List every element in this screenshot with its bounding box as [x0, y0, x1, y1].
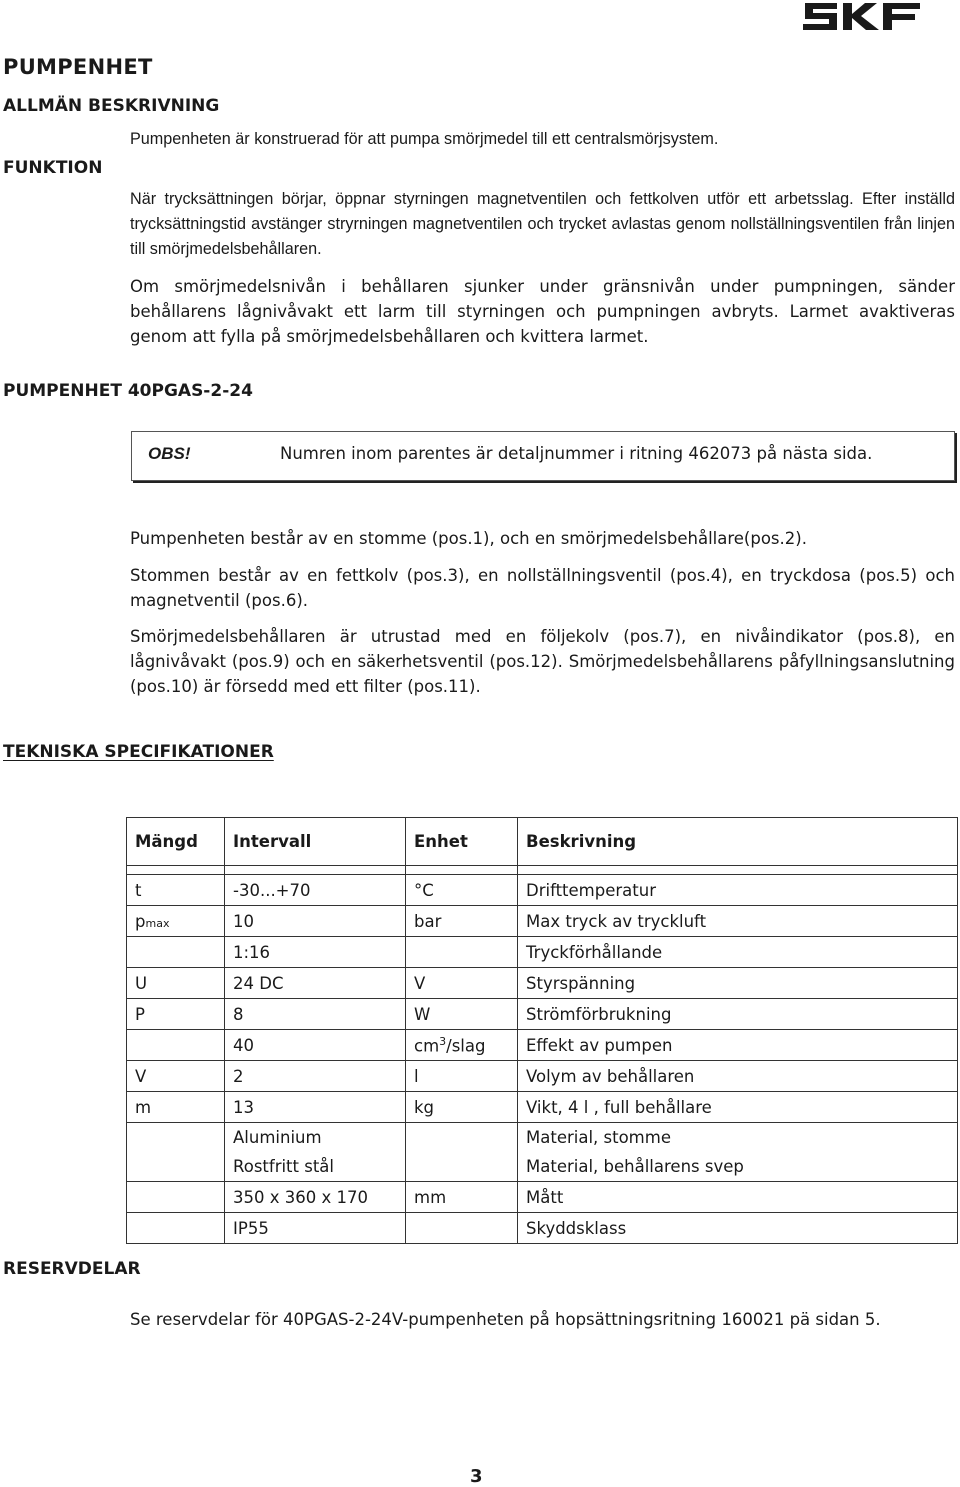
material-container: Rostfritt stål: [233, 1157, 335, 1176]
cell-interval: 40: [225, 1030, 406, 1061]
cell-description: Skyddsklass: [518, 1213, 958, 1244]
cell-unit: kg: [406, 1092, 518, 1123]
cell-interval: 13: [225, 1092, 406, 1123]
header-interval: Intervall: [225, 818, 406, 866]
cell-quantity: P: [127, 999, 225, 1030]
cell-description: Max tryck av tryckluft: [518, 906, 958, 937]
cell-description: Volym av behållaren: [518, 1061, 958, 1092]
function-paragraph-2: Om smörjmedelsnivån i behållaren sjunker under gränsnivån under pumpningen, sänder behållarens lågnivåvakt ett larm till styrningen och pumpningen avbryts. Larmet avaktiveras genom att fylla på smörjmedelsbehållaren och kvittera larmet.: [130, 277, 955, 346]
cell-quantity: t: [127, 875, 225, 906]
cell-unit: W: [406, 999, 518, 1030]
cell-description: Vikt, 4 l , full behållare: [518, 1092, 958, 1123]
cell-quantity: m: [127, 1092, 225, 1123]
cell-unit: °C: [406, 875, 518, 906]
spec-table: [126, 817, 958, 1244]
cell-interval: 10: [225, 906, 406, 937]
unit-tail: /slag: [446, 1036, 486, 1056]
cell-unit: V: [406, 968, 518, 999]
quantity-symbol: p: [135, 911, 146, 931]
material-container-desc: Material, behållarens svep: [526, 1157, 744, 1176]
general-description: Pumpenheten är konstruerad för att pumpa smörjmedel till ett centralsmörjsystem.: [130, 130, 719, 148]
header-description: Beskrivning: [518, 818, 958, 866]
header-unit: Enhet: [406, 818, 518, 866]
header-quantity: Mängd: [127, 818, 225, 866]
cell-description: Drifttemperatur: [518, 875, 958, 906]
table-row: [127, 999, 958, 1030]
heading-spare-parts: RESERVDELAR: [3, 1259, 141, 1279]
cell-interval: 1:16: [225, 937, 406, 968]
unit-superscript: 3: [439, 1034, 447, 1048]
table-row: [127, 1213, 958, 1244]
cell-unit: [406, 1030, 518, 1061]
cell-description: Styrspänning: [518, 968, 958, 999]
page-title: PUMPENHET: [3, 55, 153, 79]
skf-logo: [803, 3, 920, 30]
cell-interval: -30...+70: [225, 875, 406, 906]
quantity-subscript: max: [145, 916, 170, 930]
table-row: [127, 906, 958, 937]
cell-quantity: [127, 937, 225, 968]
note-label: OBS!: [148, 444, 191, 463]
material-frame: Aluminium: [233, 1128, 322, 1147]
table-row: [127, 1092, 958, 1123]
cell-quantity: [127, 1213, 225, 1244]
note-box: [131, 431, 955, 481]
table-row: [127, 1030, 958, 1061]
cell-interval: [225, 1123, 406, 1182]
heading-technical-specs: TEKNISKA SPECIFIKATIONER: [3, 742, 274, 762]
table-spacer: [127, 866, 958, 875]
spares-text: Se reservdelar för 40PGAS-2-24V-pumpenheten på hopsättningsritning 160021 pä sidan 5.: [130, 1310, 881, 1329]
cell-quantity: [127, 1123, 225, 1182]
unit-base: cm: [414, 1036, 440, 1056]
cell-unit: bar: [406, 906, 518, 937]
table-row: [127, 1061, 958, 1092]
heading-pump-unit: PUMPENHET 40PGAS-2-24: [3, 381, 253, 401]
cell-unit: mm: [406, 1182, 518, 1213]
cell-description: Tryckförhållande: [518, 937, 958, 968]
cell-quantity: U: [127, 968, 225, 999]
cell-interval: 350 x 360 x 170: [225, 1182, 406, 1213]
heading-function: FUNKTION: [3, 158, 103, 178]
heading-general: ALLMÄN BESKRIVNING: [3, 96, 220, 116]
cell-quantity: [127, 1182, 225, 1213]
cell-unit: [406, 1123, 518, 1182]
cell-description: Strömförbrukning: [518, 999, 958, 1030]
cell-interval: 2: [225, 1061, 406, 1092]
cell-interval: IP55: [225, 1213, 406, 1244]
table-row: [127, 937, 958, 968]
cell-description: Mått: [518, 1182, 958, 1213]
cell-unit: [406, 937, 518, 968]
material-frame-desc: Material, stomme: [526, 1128, 671, 1147]
cell-quantity: V: [127, 1061, 225, 1092]
function-paragraph-1: När trycksättningen börjar, öppnar styrningen magnetventilen och fettkolven utför ett arbetsslag. Efter inställd trycksättningstid avstänger stryrningen magnetventilen och trycket avlastas genom nollställningsventilen från linjen till smörjmedelsbehållaren.: [130, 190, 955, 258]
cell-description: Effekt av pumpen: [518, 1030, 958, 1061]
cell-interval: 24 DC: [225, 968, 406, 999]
cell-unit: l: [406, 1061, 518, 1092]
table-row: [127, 1123, 958, 1182]
table-header-row: [127, 818, 958, 866]
cell-quantity: [127, 1030, 225, 1061]
table-row: [127, 968, 958, 999]
table-row: [127, 1182, 958, 1213]
page-number: 3: [470, 1466, 483, 1487]
cell-interval: 8: [225, 999, 406, 1030]
cell-description: [518, 1123, 958, 1182]
cell-unit: [406, 1213, 518, 1244]
unit-paragraph-3: Smörjmedelsbehållaren är utrustad med en följekolv (pos.7), en nivåindikator (pos.8), en lågnivåvakt (pos.9) och en säkerhetsventil (pos.12). Smörjmedelsbehållarens påfyllningsanslutning (pos.10) är försedd med ett filter (pos.11).: [130, 627, 955, 696]
table-row: [127, 875, 958, 906]
unit-paragraph-1: Pumpenheten består av en stomme (pos.1), och en smörjmedelsbehållare(pos.2).: [130, 529, 807, 548]
note-text: Numren inom parentes är detaljnummer i ritning 462073 på nästa sida.: [280, 444, 873, 463]
unit-paragraph-2: Stommen består av en fettkolv (pos.3), en nollställningsventil (pos.4), en tryckdosa (pos.5) och magnetventil (pos.6).: [130, 566, 955, 610]
cell-quantity: [127, 906, 225, 937]
